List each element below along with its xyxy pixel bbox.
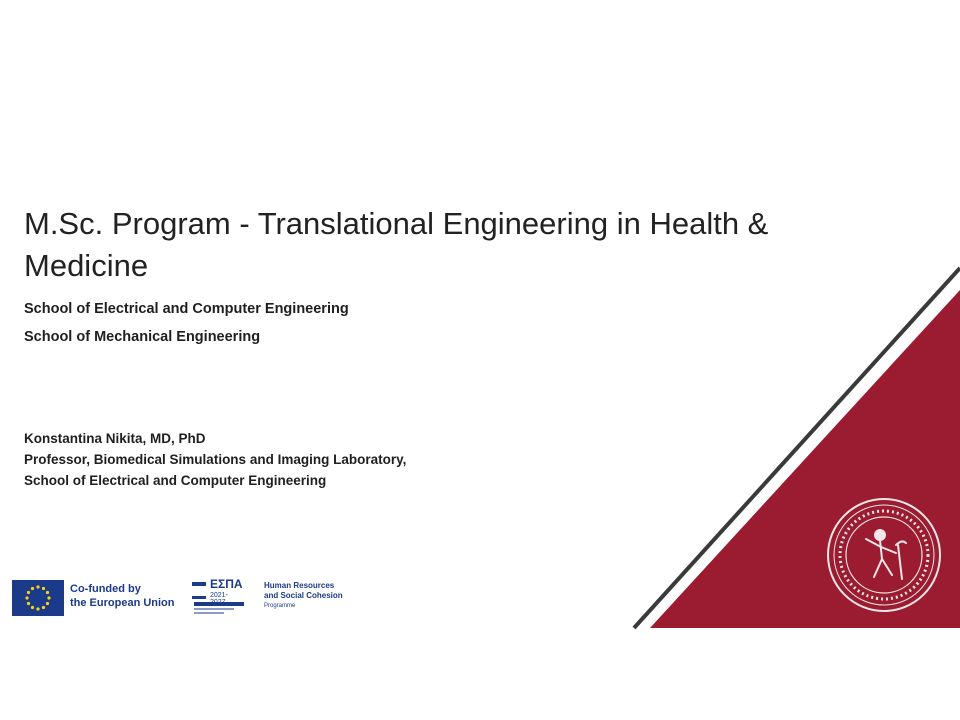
author-position: Professor, Biomedical Simulations and Imaging Laboratory, [24,452,407,467]
author-affiliation: School of Electrical and Computer Engineering [24,473,327,488]
slide-title [24,203,904,287]
espa-years: 2021-2027 [210,592,228,606]
programme-text [264,581,343,611]
cofunded-text [70,582,175,610]
cofunded-line-1: Co-funded by [70,583,141,595]
title-line-2: Medicine [24,248,149,283]
ntua-seal-icon [826,497,942,613]
eu-flag-icon [12,580,64,616]
author-name: Konstantina Nikita, MD, PhD [24,431,206,446]
title-line-1: M.Sc. Program - Translational Engineering in Health & [24,206,769,241]
espa-name: ΕΣΠΑ [210,577,243,591]
programme-line-1: Human Resources [264,581,335,590]
school-ece: School of Electrical and Computer Engineering [24,301,349,317]
programme-line-2: and Social Cohesion [264,591,343,600]
school-mechanical: School of Mechanical Engineering [24,329,261,345]
programme-line-3: Programme [264,603,296,609]
author-block [24,428,406,491]
cofunded-line-2: the European Union [70,597,175,609]
